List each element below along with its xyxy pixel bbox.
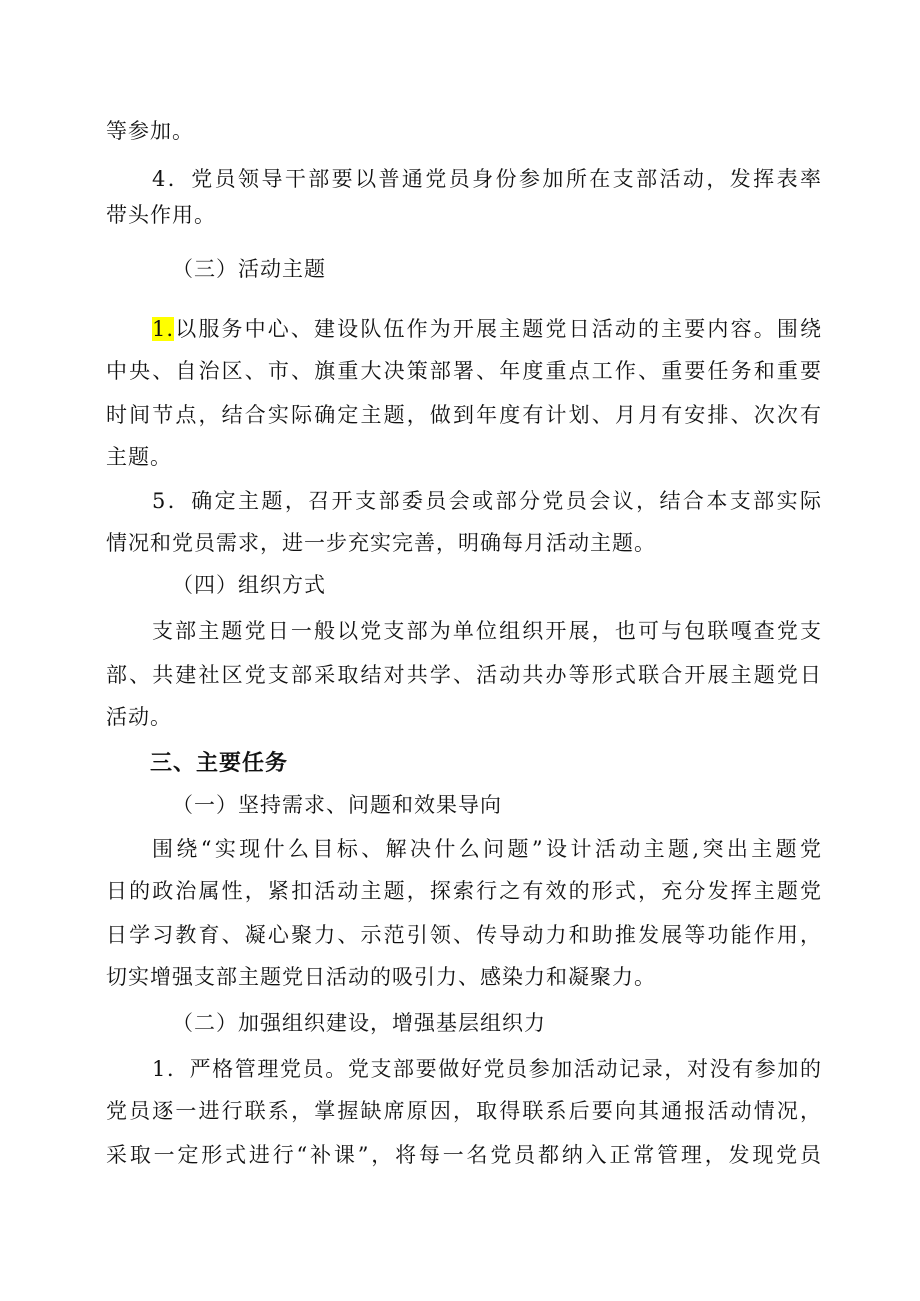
paragraph-line: 围绕“实现什么目标、解决什么问题”设计活动主题,突出主题党 [152,837,822,861]
highlighted-number: 1. [152,317,175,341]
paragraph-line: 等参加。 [106,119,194,143]
section-title: （二）加强组织建设，增强基层组织力 [172,1011,546,1035]
paragraph-line: 时间节点，结合实际确定主题，做到年度有计划、月月有安排、次次有 [106,403,822,427]
paragraph-line: 切实增强支部主题党日活动的吸引力、感染力和凝聚力。 [106,965,656,989]
paragraph-line: 中央、自治区、市、旗重大决策部署、年度重点工作、重要任务和重要 [106,359,822,383]
paragraph-line: 4．党员领导干部要以普通党员身份参加所在支部活动，发挥表率 [152,167,822,191]
main-heading: 三、主要任务 [150,751,289,776]
section-title: （四）组织方式 [172,573,326,597]
paragraph-line: 采取一定形式进行“补课”，将每一名党员都纳入正常管理，发现党员 [106,1143,822,1167]
section-title: （三）活动主题 [172,257,326,281]
paragraph-line: 主题。 [106,445,172,469]
paragraph-line: 日的政治属性，紧扣活动主题，探索行之有效的形式，充分发挥主题党 [106,879,822,903]
section-title: （一）坚持需求、问题和效果导向 [172,793,502,817]
paragraph-line: 活动。 [106,705,172,729]
paragraph-line: 带头作用。 [106,203,216,227]
paragraph-text: 以服务中心、建设队伍作为开展主题党日活动的主要内容。围绕 [174,317,822,341]
paragraph-line: 日学习教育、凝心聚力、示范引领、传导动力和助推发展等功能作用， [106,923,822,947]
paragraph-line: 情况和党员需求，进一步充实完善，明确每月活动主题。 [106,531,656,555]
paragraph-line [152,314,822,344]
paragraph-line: 支部主题党日一般以党支部为单位组织开展，也可与包联嘎查党支 [152,619,822,643]
paragraph-line: 党员逐一进行联系，掌握缺席原因，取得联系后要向其通报活动情况， [106,1099,822,1123]
paragraph-line: 部、共建社区党支部采取结对共学、活动共办等形式联合开展主题党日 [106,663,822,687]
paragraph-line: 1．严格管理党员。党支部要做好党员参加活动记录，对没有参加的 [152,1057,822,1081]
paragraph-line: 5．确定主题，召开支部委员会或部分党员会议，结合本支部实际 [152,489,822,513]
